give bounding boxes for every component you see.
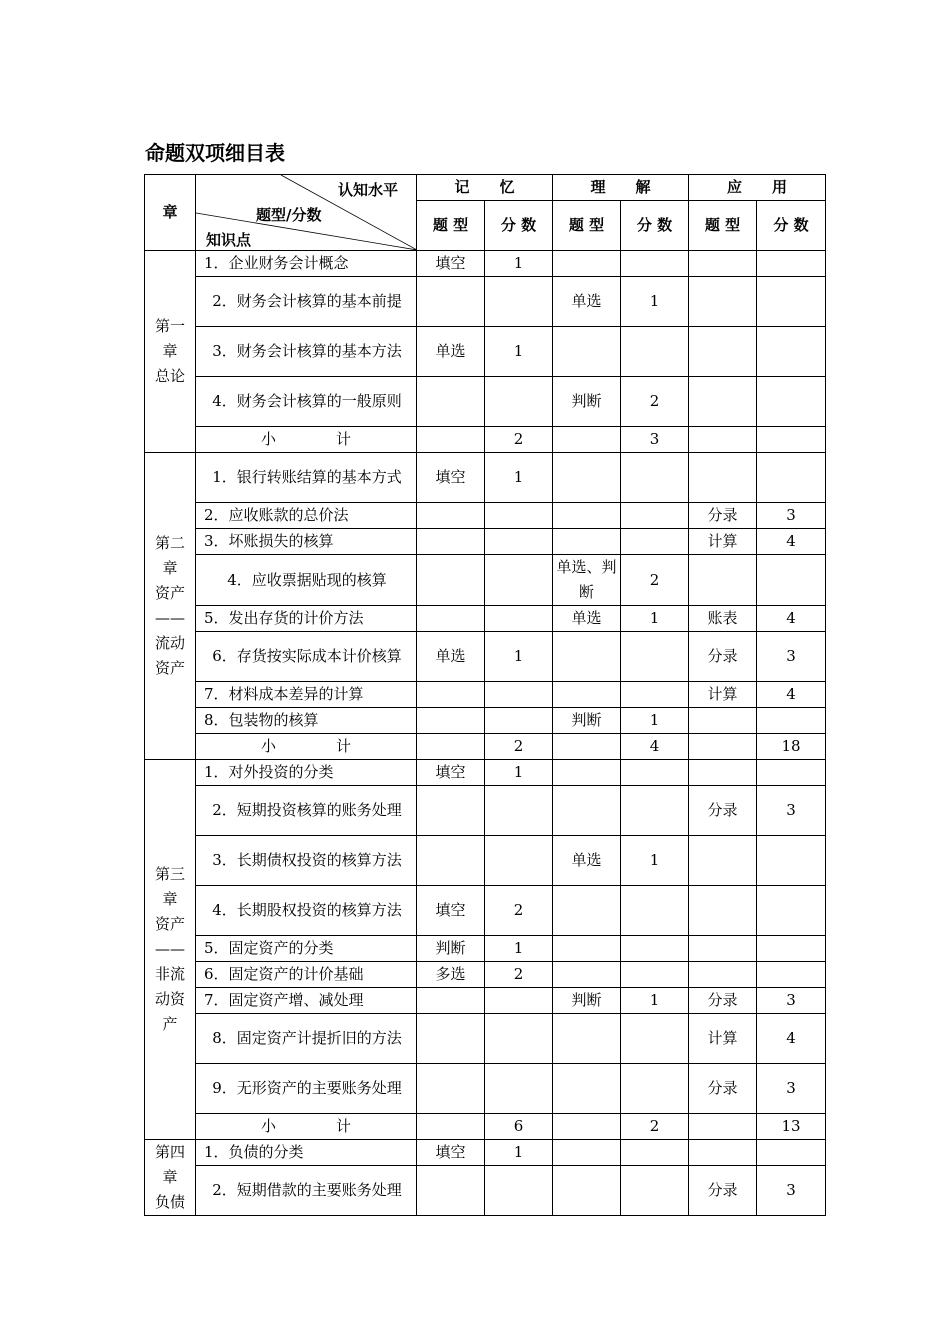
question-type-cell: 填空	[417, 1140, 485, 1166]
score-cell: 4	[757, 606, 826, 632]
cognitive-level-label: 认知水平	[337, 181, 398, 199]
question-type-cell	[689, 962, 757, 988]
table-row	[145, 1014, 826, 1064]
question-type-cell	[689, 760, 757, 786]
question-type-cell: 分录	[689, 503, 757, 529]
score-cell: 2	[621, 377, 689, 427]
table-row	[145, 453, 826, 503]
score-header: 分 数	[485, 201, 553, 251]
subtotal-score-cell: 13	[757, 1114, 826, 1140]
question-type-cell	[689, 886, 757, 936]
knowledge-point: 2．财务会计核算的基本前提	[196, 277, 417, 327]
question-type-cell: 计算	[689, 529, 757, 555]
score-cell: 1	[485, 936, 553, 962]
question-type-cell: 分录	[689, 1166, 757, 1216]
score-cell: 3	[757, 503, 826, 529]
score-cell: 4	[757, 1014, 826, 1064]
question-type-cell	[689, 453, 757, 503]
question-type-cell: 单选	[553, 606, 621, 632]
score-cell: 2	[485, 886, 553, 936]
question-type-cell: 判断	[417, 936, 485, 962]
score-cell: 2	[485, 962, 553, 988]
level-apply-header: 应 用	[689, 175, 826, 201]
subtotal-label: 小 计	[196, 427, 417, 453]
score-cell	[757, 555, 826, 606]
question-type-cell	[689, 427, 757, 453]
table-row	[145, 555, 826, 606]
question-type-cell: 填空	[417, 760, 485, 786]
score-cell	[757, 251, 826, 277]
subtotal-score-cell: 6	[485, 1114, 553, 1140]
knowledge-point: 1．负债的分类	[196, 1140, 417, 1166]
score-cell	[757, 886, 826, 936]
question-type-cell: 计算	[689, 682, 757, 708]
score-cell	[621, 886, 689, 936]
question-type-cell	[553, 1140, 621, 1166]
question-type-cell: 判断	[553, 377, 621, 427]
question-type-cell	[553, 962, 621, 988]
question-type-cell: 单选	[553, 277, 621, 327]
knowledge-point: 9．无形资产的主要账务处理	[196, 1064, 417, 1114]
knowledge-point: 7．固定资产增、减处理	[196, 988, 417, 1014]
score-cell: 1	[621, 277, 689, 327]
score-cell	[757, 760, 826, 786]
knowledge-point-label: 知识点	[206, 231, 252, 249]
question-type-cell	[553, 760, 621, 786]
score-cell	[621, 1014, 689, 1064]
score-cell	[621, 936, 689, 962]
score-cell: 1	[621, 988, 689, 1014]
knowledge-point: 5．固定资产的分类	[196, 936, 417, 962]
question-type-cell	[553, 1166, 621, 1216]
question-type-cell	[417, 427, 485, 453]
question-type-cell	[553, 529, 621, 555]
score-cell: 4	[757, 529, 826, 555]
score-cell	[485, 708, 553, 734]
question-type-cell	[553, 936, 621, 962]
table-row	[145, 682, 826, 708]
table-row	[145, 529, 826, 555]
knowledge-point: 1．银行转账结算的基本方式	[196, 453, 417, 503]
score-cell: 1	[485, 1140, 553, 1166]
score-cell	[485, 277, 553, 327]
score-cell	[621, 327, 689, 377]
level-memory-header: 记 忆	[417, 175, 553, 201]
knowledge-point: 3．坏账损失的核算	[196, 529, 417, 555]
score-cell	[757, 453, 826, 503]
question-type-cell	[417, 1166, 485, 1216]
table-row	[145, 377, 826, 427]
spec-table	[144, 174, 826, 1216]
question-type-cell: 单选	[417, 632, 485, 682]
score-cell	[621, 682, 689, 708]
score-cell: 3	[757, 1064, 826, 1114]
score-cell	[621, 1064, 689, 1114]
table-row	[145, 936, 826, 962]
table-row	[145, 277, 826, 327]
question-type-cell	[417, 555, 485, 606]
question-type-cell	[417, 606, 485, 632]
subtotal-score-cell: 2	[485, 427, 553, 453]
score-cell: 3	[757, 786, 826, 836]
score-cell: 3	[757, 1166, 826, 1216]
table-row	[145, 251, 826, 277]
question-type-cell	[417, 734, 485, 760]
knowledge-point: 2．短期借款的主要账务处理	[196, 1166, 417, 1216]
score-cell	[485, 555, 553, 606]
score-cell	[621, 453, 689, 503]
question-type-cell	[417, 682, 485, 708]
question-type-cell	[417, 786, 485, 836]
question-type-cell: 分录	[689, 988, 757, 1014]
question-type-cell	[553, 503, 621, 529]
knowledge-point: 6．固定资产的计价基础	[196, 962, 417, 988]
table-row	[145, 1064, 826, 1114]
subtotal-score-cell: 3	[621, 427, 689, 453]
question-type-cell: 多选	[417, 962, 485, 988]
question-type-cell	[553, 1064, 621, 1114]
chapter-header: 章	[145, 175, 196, 251]
question-type-cell	[689, 327, 757, 377]
subtotal-label: 小 计	[196, 1114, 417, 1140]
question-type-cell	[689, 1114, 757, 1140]
score-cell: 2	[621, 555, 689, 606]
score-cell	[621, 632, 689, 682]
table-row	[145, 606, 826, 632]
question-type-cell	[417, 708, 485, 734]
score-cell: 1	[485, 453, 553, 503]
score-cell	[757, 936, 826, 962]
question-type-cell	[689, 1140, 757, 1166]
type-header: 题 型	[553, 201, 621, 251]
question-type-cell: 计算	[689, 1014, 757, 1064]
question-type-cell	[417, 988, 485, 1014]
knowledge-point: 1．对外投资的分类	[196, 760, 417, 786]
level-understand-header: 理 解	[553, 175, 689, 201]
score-cell	[485, 529, 553, 555]
score-header: 分 数	[757, 201, 826, 251]
question-type-cell: 填空	[417, 886, 485, 936]
question-type-cell	[417, 377, 485, 427]
score-cell	[757, 1140, 826, 1166]
score-cell	[485, 377, 553, 427]
score-cell: 1	[621, 708, 689, 734]
score-cell	[757, 327, 826, 377]
score-cell: 1	[485, 251, 553, 277]
question-type-cell	[553, 886, 621, 936]
question-type-cell	[417, 503, 485, 529]
knowledge-point: 3．长期债权投资的核算方法	[196, 836, 417, 886]
knowledge-point: 2．短期投资核算的账务处理	[196, 786, 417, 836]
chapter-name: 第三 章 资产 —— 非流 动资 产	[145, 760, 196, 1140]
question-type-cell	[553, 1014, 621, 1064]
table-row	[145, 988, 826, 1014]
question-type-cell: 单选、判断	[553, 555, 621, 606]
question-type-cell: 账表	[689, 606, 757, 632]
score-cell	[757, 377, 826, 427]
score-cell	[757, 962, 826, 988]
question-type-cell	[689, 936, 757, 962]
score-cell	[757, 277, 826, 327]
score-cell: 1	[621, 606, 689, 632]
table-row	[145, 1140, 826, 1166]
question-type-cell	[553, 682, 621, 708]
question-type-cell	[553, 327, 621, 377]
question-type-cell	[553, 1114, 621, 1140]
question-type-cell	[417, 529, 485, 555]
subtotal-row	[145, 427, 826, 453]
score-cell	[485, 1014, 553, 1064]
score-cell: 1	[485, 327, 553, 377]
knowledge-point: 7．材料成本差异的计算	[196, 682, 417, 708]
question-type-cell	[689, 251, 757, 277]
subtotal-row	[145, 1114, 826, 1140]
chapter-name: 第一 章 总论	[145, 251, 196, 453]
question-type-cell	[417, 277, 485, 327]
score-cell	[485, 786, 553, 836]
knowledge-point: 5．发出存货的计价方法	[196, 606, 417, 632]
score-cell: 1	[621, 836, 689, 886]
score-cell	[757, 708, 826, 734]
question-type-cell	[417, 1114, 485, 1140]
question-type-cell: 填空	[417, 251, 485, 277]
type-score-label: 题型/分数	[256, 206, 322, 224]
table-row	[145, 708, 826, 734]
question-type-cell	[689, 734, 757, 760]
question-type-cell	[553, 734, 621, 760]
question-type-cell	[553, 427, 621, 453]
score-cell	[621, 503, 689, 529]
score-cell	[485, 836, 553, 886]
score-cell	[621, 1140, 689, 1166]
page-title: 命题双项细目表	[145, 141, 285, 165]
subtotal-score-cell: 2	[621, 1114, 689, 1140]
subtotal-score-cell: 18	[757, 734, 826, 760]
question-type-cell: 分录	[689, 632, 757, 682]
score-cell: 1	[485, 632, 553, 682]
knowledge-point: 8．固定资产计提折旧的方法	[196, 1014, 417, 1064]
question-type-cell	[689, 836, 757, 886]
score-cell: 1	[485, 760, 553, 786]
question-type-cell	[553, 632, 621, 682]
knowledge-point: 6．存货按实际成本计价核算	[196, 632, 417, 682]
table-row	[145, 786, 826, 836]
subtotal-score-cell	[757, 427, 826, 453]
table-row	[145, 327, 826, 377]
score-cell	[621, 786, 689, 836]
question-type-cell	[689, 277, 757, 327]
question-type-cell: 判断	[553, 708, 621, 734]
table-row	[145, 962, 826, 988]
score-cell	[485, 988, 553, 1014]
score-cell: 4	[757, 682, 826, 708]
score-cell	[757, 836, 826, 886]
type-header: 题 型	[417, 201, 485, 251]
knowledge-point: 2．应收账款的总价法	[196, 503, 417, 529]
table-body	[145, 251, 826, 1216]
table-row	[145, 760, 826, 786]
score-header: 分 数	[621, 201, 689, 251]
subtotal-row	[145, 734, 826, 760]
score-cell: 3	[757, 988, 826, 1014]
score-cell	[485, 1064, 553, 1114]
table-row	[145, 836, 826, 886]
table-row	[145, 1166, 826, 1216]
knowledge-point: 4．应收票据贴现的核算	[196, 555, 417, 606]
question-type-cell: 单选	[553, 836, 621, 886]
score-cell: 3	[757, 632, 826, 682]
question-type-cell	[689, 555, 757, 606]
score-cell	[621, 251, 689, 277]
subtotal-score-cell: 4	[621, 734, 689, 760]
question-type-cell	[689, 708, 757, 734]
chapter-name: 第二 章 资产 —— 流动 资产	[145, 453, 196, 760]
score-cell	[485, 606, 553, 632]
knowledge-point: 8．包装物的核算	[196, 708, 417, 734]
question-type-cell	[553, 786, 621, 836]
score-cell	[621, 962, 689, 988]
question-type-cell	[417, 836, 485, 886]
knowledge-point: 3．财务会计核算的基本方法	[196, 327, 417, 377]
score-cell	[621, 1166, 689, 1216]
question-type-cell	[553, 251, 621, 277]
subtotal-label: 小 计	[196, 734, 417, 760]
question-type-cell: 分录	[689, 1064, 757, 1114]
question-type-cell	[553, 453, 621, 503]
table-row	[145, 503, 826, 529]
score-cell	[621, 529, 689, 555]
score-cell	[621, 760, 689, 786]
knowledge-point: 1．企业财务会计概念	[196, 251, 417, 277]
table-row	[145, 886, 826, 936]
question-type-cell	[417, 1014, 485, 1064]
question-type-cell	[417, 1064, 485, 1114]
diagonal-header-cell	[196, 175, 417, 251]
subtotal-score-cell: 2	[485, 734, 553, 760]
chapter-name: 第四 章 负债	[145, 1140, 196, 1216]
score-cell	[485, 682, 553, 708]
question-type-cell: 分录	[689, 786, 757, 836]
question-type-cell: 判断	[553, 988, 621, 1014]
knowledge-point: 4．财务会计核算的一般原则	[196, 377, 417, 427]
question-type-cell: 填空	[417, 453, 485, 503]
type-header: 题 型	[689, 201, 757, 251]
question-type-cell: 单选	[417, 327, 485, 377]
table-row	[145, 632, 826, 682]
knowledge-point: 4．长期股权投资的核算方法	[196, 886, 417, 936]
score-cell	[485, 1166, 553, 1216]
score-cell	[485, 503, 553, 529]
question-type-cell	[689, 377, 757, 427]
